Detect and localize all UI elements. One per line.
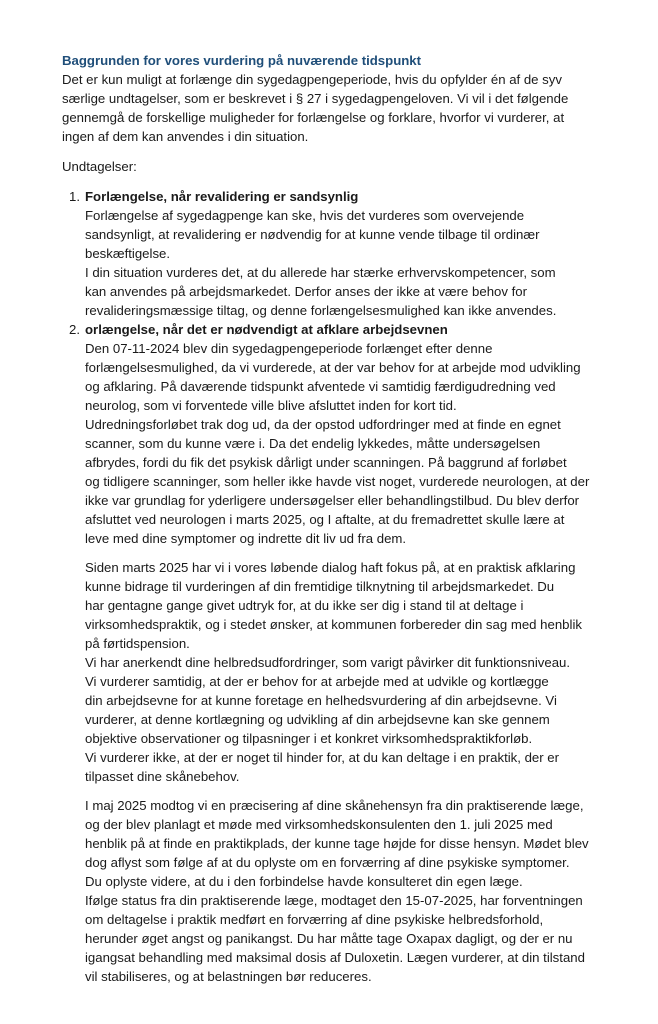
text-line: Vi har anerkendt dine helbredsudfordringer, som varigt påvirker dit funktionsniveau.: [85, 655, 571, 670]
text-line: kan anvendes på arbejdsmarkedet. Derfor anses der ikke at være behov for: [85, 284, 528, 299]
text-line: har gentagne gange givet udtryk for, at du ikke ser dig i stand til at deltage i: [85, 598, 524, 613]
text-line: Udredningsforløbet trak dog ud, da der opstod udfordringer med at finde en egnet: [85, 417, 561, 432]
text-line: din arbejdsevne for at kunne foretage en helhedsvurdering af din arbejdsevne. Vi: [85, 693, 557, 708]
text-line: herunder øget angst og panikangst. Du har måtte tage Oxapax dagligt, og der er nu: [85, 931, 573, 946]
text-line: I maj 2025 modtog vi en præcisering af dine skånehensyn fra din praktiserende læge,: [85, 798, 584, 813]
text-line: scanner, som du kunne være i. Da det endelig lykkedes, måtte undersøgelsen: [85, 436, 541, 451]
section-heading: Baggrunden for vores vurdering på nuværende tidspunkt: [62, 53, 422, 68]
intro-paragraph: [62, 70, 642, 146]
text-line: igangsat behandling med maksimal dosis af Duloxetin. Lægen vurderer, at din tilstand: [85, 950, 585, 965]
text-line: og der blev planlagt et møde med virksomhedskonsulenten den 1. juli 2025 med: [85, 817, 553, 832]
text-line: neurolog, som vi forventede ville blive afsluttet inden for kort tid.: [85, 398, 457, 413]
text-line: Vi vurderer samtidig, at der er behov for at arbejde med at udvikle og kortlægge: [85, 674, 549, 689]
text-line: særlige undtagelser, som er beskrevet i § 27 i sygedagpengeloven. Vi vil i det følgende: [62, 91, 569, 106]
text-line: gennemgå de forskellige muligheder for forlængelse og forklare, hvorfor vi vurderer, at: [62, 110, 565, 125]
text-line: på førtidspension.: [85, 636, 190, 651]
text-line: Siden marts 2025 har vi i vores løbende dialog haft fokus på, at en praktisk afklaring: [85, 560, 576, 575]
document-body: [62, 51, 642, 986]
paragraph-skaanehensyn: [85, 796, 642, 986]
text-line: kunne bidrage til vurderingen af din fremtidige tilknytning til arbejdsmarkedet. Du: [85, 579, 555, 594]
text-line: Forlængelse af sygedagpenge kan ske, hvis det vurderes som overvejende: [85, 208, 525, 223]
text-line: afsluttet ved neurologen i marts 2025, og I aftalte, at du fremadrettet skulle lære at: [85, 512, 565, 527]
text-line: dog aflyst som følge af at du oplyste om en forværring af dine psykiske symptomer.: [85, 855, 570, 870]
text-line: Ifølge status fra din praktiserende læge, modtaget den 15-07-2025, har forventningen: [85, 893, 583, 908]
text-line: og tidligere scanninger, som heller ikke havde vist noget, vurderede neurologen, at der: [85, 474, 590, 489]
text-line: ingen af dem kan anvendes i din situation.: [62, 129, 309, 144]
exception-item-2: [62, 320, 642, 986]
text-line: beskæftigelse.: [85, 246, 171, 261]
text-line: vil stabiliseres, og at belastningen bør reduceres.: [85, 969, 372, 984]
text-line: henblik på at finde en praktikplads, der kunne tage højde for disse hensyn. Mødet blev: [85, 836, 589, 851]
text-line: Du oplyste videre, at du i den forbindelse havde konsulteret din egen læge.: [85, 874, 523, 889]
text-line: vurderer, at denne kortlægning og udvikling af din arbejdsevne kan ske gennem: [85, 712, 550, 727]
exception-item-1: [62, 187, 642, 320]
list-number: 1.: [69, 189, 80, 204]
text-line: leve med dine symptomer og indrette dit liv ud fra dem.: [85, 531, 407, 546]
exception-title: orlængelse, når det er nødvendigt at afklare arbejdsevnen: [85, 322, 448, 337]
text-line: sandsynligt, at revalidering er nødvendig for at kunne vende tilbage til ordinær: [85, 227, 540, 242]
text-line: tilpasset dine skånebehov.: [85, 769, 240, 784]
text-line: Vi vurderer ikke, at der er noget til hinder for, at du kan deltage i en praktik, der er: [85, 750, 560, 765]
text-line: forlængelsesmulighed, da vi vurderede, at der var behov for at arbejde mod udvikling: [85, 360, 581, 375]
paragraph-praktik: [85, 558, 642, 786]
text-line: ikke var grundlag for yderligere undersøgelser eller behandlingstilbud. Du blev derfor: [85, 493, 580, 508]
exception-title: Forlængelse, når revalidering er sandsynlig: [85, 189, 359, 204]
text-line: revalideringsmæssige tiltag, og denne forlængelsesmulighed kan ikke anvendes.: [85, 303, 557, 318]
list-number: 2.: [69, 322, 80, 337]
text-line: om deltagelse i praktik medført en forværring af dine psykiske helbredsforhold,: [85, 912, 544, 927]
exceptions-label: Undtagelser:: [62, 159, 137, 174]
text-line: virksomhedspraktik, og i stedet ønsker, at kommunen forbereder din sag med henblik: [85, 617, 582, 632]
text-line: objektive observationer og tilpasninger i et konkret virksomhedspraktikforløb.: [85, 731, 533, 746]
text-line: og afklaring. På daværende tidspunkt afventede vi samtidig færdigudredning ved: [85, 379, 556, 394]
text-line: Det er kun muligt at forlænge din sygedagpengeperiode, hvis du opfylder én af de syv: [62, 72, 562, 87]
text-line: I din situation vurderes det, at du allerede har stærke erhvervskompetencer, som: [85, 265, 556, 280]
text-line: afbrydes, fordi du fik det psykisk dårligt under scanningen. På baggrund af forløbet: [85, 455, 567, 470]
text-line: Den 07-11-2024 blev din sygedagpengeperiode forlænget efter denne: [85, 341, 493, 356]
